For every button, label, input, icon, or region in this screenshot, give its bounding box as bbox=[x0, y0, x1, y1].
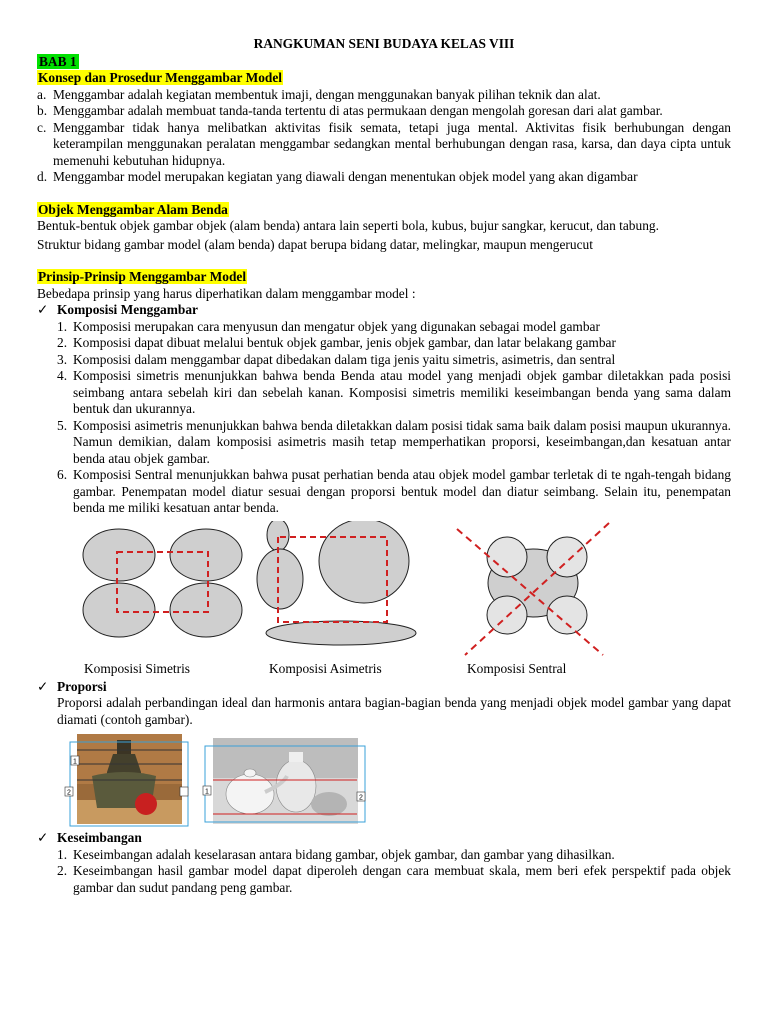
section2-paragraph-1: Bentuk-bentuk objek gambar objek (alam benda) antara lain seperti bola, kubus, bujur sangkar, kerucut, dan tabung. bbox=[37, 218, 659, 233]
composition-captions bbox=[37, 661, 731, 679]
keseimbangan-list bbox=[37, 847, 731, 897]
list-item: c. Menggambar tidak hanya melibatkan aktivitas fisik semata, tetapi juga mental. Aktivitas fisik berhubungan dengan keterampilan menggunakan peralatan menggambar sedangkan mental berhubungan dengan rasa, karsa, dan daya cipta untuk memenuhi kebutuhan hidupnya. bbox=[37, 119, 731, 168]
section2-paragraph-2: Struktur bidang gambar model (alam benda) dapat berupa bidang datar, melingkar, maupun mengerucut bbox=[37, 236, 593, 252]
section3-intro: Bebedapa prinsip yang harus diperhatikan dalam menggambar model : bbox=[37, 285, 416, 301]
list-item: 2. Keseimbangan hasil gambar model dapat diperoleh dengan cara membuat skala, mem beri efek perspektif pada objek gambar dan sudut pandang peng gambar. bbox=[57, 863, 731, 895]
label-2: 2 bbox=[359, 794, 363, 802]
komposisi-heading: ✓ Komposisi Menggambar bbox=[37, 302, 198, 317]
list-item: b. Menggambar adalah membuat tanda-tanda tertentu di atas permukaan dengan mengolah goresan dari alat gambar. bbox=[37, 103, 663, 118]
list-item: a. Menggambar adalah kegiatan membentuk imaji, dengan menggunakan banyak pilihan teknik dan alat. bbox=[37, 86, 601, 102]
caption-simetris: Komposisi Simetris bbox=[84, 660, 191, 676]
central-composition-figure bbox=[457, 523, 609, 655]
bab-heading bbox=[37, 54, 731, 71]
label-1: 1 bbox=[205, 788, 209, 796]
section1-heading: Konsep dan Prosedur Menggambar Model bbox=[38, 70, 283, 85]
bab-label: BAB 1 bbox=[39, 53, 77, 69]
list-item: 5. Komposisi asimetris menunjukkan bahwa benda diletakkan dalam posisi tidak sama baik dalam posisi maupun ukurannya. Namun demikian, dalam komposisi asimetris masih tetap memperhatikan proporsi, keseimbangan,dan kesatuan antar benda atau objek gambar. bbox=[57, 417, 731, 466]
list-item: 3. Komposisi dalam menggambar dapat dibedakan dalam tiga jenis yaitu simetris, asimetris, dan sentral bbox=[57, 351, 616, 367]
list-item: 1. Komposisi merupakan cara menyusun dan mengatur objek yang digunakan sebagai model gambar bbox=[57, 318, 600, 334]
label-1: 1 bbox=[73, 758, 77, 766]
caption-asimetris: Komposisi Asimetris bbox=[269, 660, 382, 676]
checkmark-icon: ✓ bbox=[37, 830, 49, 845]
section1-list bbox=[37, 87, 731, 186]
keseimbangan-heading: ✓ Keseimbangan bbox=[37, 830, 142, 845]
komposisi-list bbox=[37, 319, 731, 517]
checkmark-icon: ✓ bbox=[37, 678, 49, 694]
proportion-photo-diagram bbox=[37, 732, 377, 828]
list-item: 6. Komposisi Sentral menunjukkan bahwa pusat perhatian benda atau objek model gambar terletak di te ngah-tengah bidang gambar. Penempatan model diatur sesuai dengan proporsi bentuk model dan diatur seimbang. Selain itu, penempatan benda me miliki kesatuan antar benda. bbox=[57, 467, 731, 515]
proportion-photos bbox=[37, 732, 731, 828]
label-2: 2 bbox=[67, 789, 71, 797]
symmetric-composition-figure bbox=[83, 529, 242, 637]
proporsi-paragraph: Proporsi adalah perbandingan ideal dan harmonis antara bagian-bagian benda yang menjadi objek model gambar yang dapat diamati (contoh gambar). bbox=[57, 695, 731, 727]
section3-heading: Prinsip-Prinsip Menggambar Model bbox=[38, 269, 247, 284]
teapot-photo bbox=[203, 738, 365, 824]
page-title: RANGKUMAN SENI BUDAYA KELAS VIII bbox=[253, 36, 515, 51]
document-page bbox=[37, 36, 731, 896]
list-item: 4. Komposisi simetris menunjukkan bahwa benda Benda atau model yang menjadi objek gambar diletakkan pada posisi seimbang antara sebelah kiri dan sebelah kanan. Komposisi simetris memiliki keseimbangan benda yang sama dalam bentuk dan ukurannya. bbox=[57, 368, 731, 416]
checkmark-icon: ✓ bbox=[37, 302, 49, 317]
composition-figures bbox=[37, 521, 731, 661]
vase-apple-photo bbox=[65, 734, 188, 826]
proporsi-heading: ✓ Proporsi bbox=[37, 678, 107, 694]
composition-diagram bbox=[37, 521, 731, 661]
list-item: d. Menggambar model merupakan kegiatan yang diawali dengan menentukan objek model yang akan digambar bbox=[37, 169, 638, 184]
section2-heading: Objek Menggambar Alam Benda bbox=[38, 201, 228, 217]
caption-sentral: Komposisi Sentral bbox=[467, 660, 567, 676]
asymmetric-composition-figure bbox=[257, 521, 416, 645]
list-item: 1. Keseimbangan adalah keselarasan antara bidang gambar, objek gambar, dan gambar yang dihasilkan. bbox=[57, 846, 615, 862]
list-item: 2. Komposisi dapat dibuat melalui bentuk objek gambar, jenis objek gambar, dan latar belakang gambar bbox=[57, 335, 616, 350]
